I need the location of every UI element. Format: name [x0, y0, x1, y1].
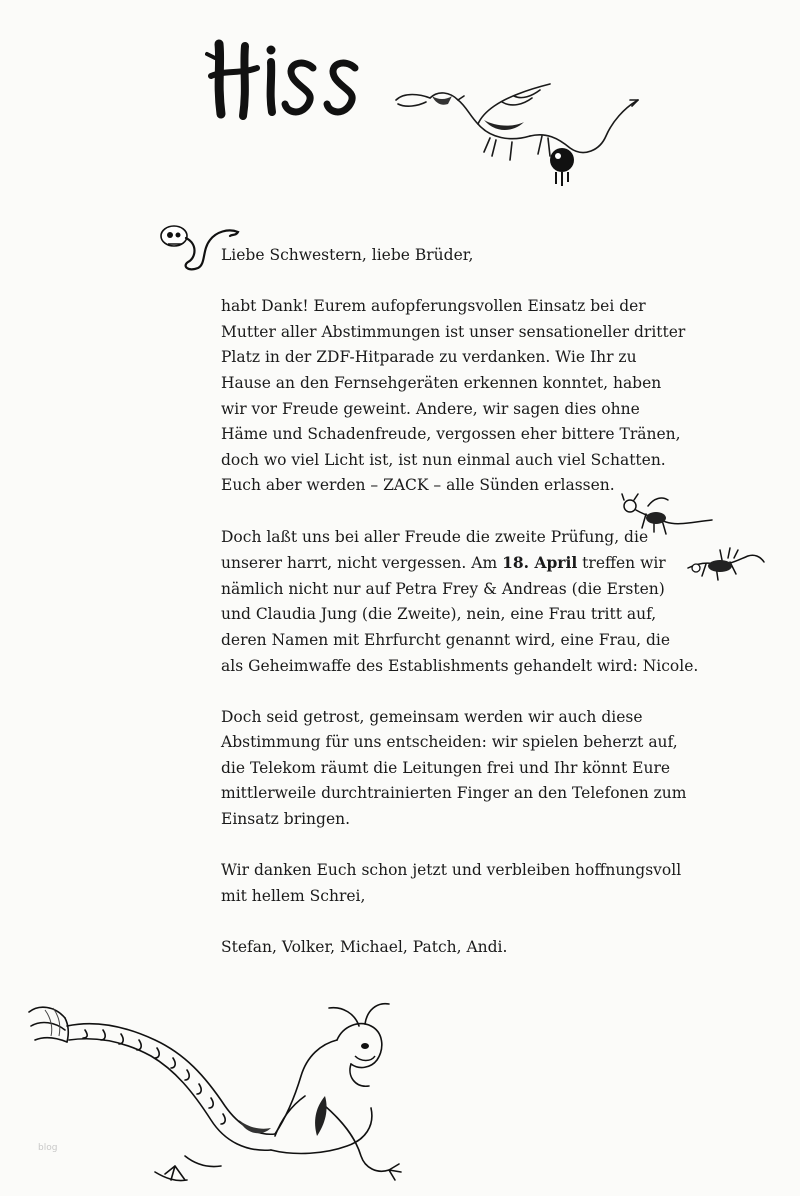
text-line: habt Dank! Eurem aufopferungsvollen Einsatz bei der [221, 297, 646, 316]
text-line: und Claudia Jung (die Zweite), nein, eine Frau tritt auf, [221, 605, 657, 624]
text-line: Mutter aller Abstimmungen ist unser sensationeller dritter [221, 322, 686, 341]
text-line: Platz in der ZDF-Hitparade zu verdanken. Wie Ihr zu [221, 348, 637, 367]
text-line: Euch aber werden – ZACK – alle Sünden erlassen. [221, 476, 615, 495]
signature: Stefan, Volker, Michael, Patch, Andi. [221, 938, 508, 957]
hiss-logo [205, 34, 365, 124]
text-line: Häme und Schadenfreude, vergossen eher bittere Tränen, [221, 425, 681, 444]
salutation: Liebe Schwestern, liebe Brüder, [221, 246, 474, 264]
text-line: Einsatz bringen. [221, 810, 351, 829]
text-line [221, 550, 701, 577]
text-line: doch wo viel Licht ist, ist nun einmal auch viel Schatten. [221, 450, 666, 469]
text-line: nämlich nicht nur auf Petra Frey & Andreas (die Ersten) [221, 579, 665, 598]
text-line: mittlerweile durchtrainierten Finger an den Telefonen zum [221, 784, 687, 803]
paragraph-thanks [221, 294, 701, 499]
text-line: mit hellem Schrei, [221, 886, 366, 905]
date-highlight: 18. April [502, 553, 578, 573]
text-fragment: treffen wir [577, 554, 666, 573]
paragraph-second-test [221, 525, 701, 680]
text-line: Wir danken Euch schon jetzt und verbleiben hoffnungsvoll [221, 861, 682, 880]
text-line: Hause an den Fernsehgeräten erkennen konntet, haben [221, 373, 662, 392]
text-line: die Telekom räumt die Leitungen frei und Ihr könnt Eure [221, 758, 671, 777]
dragon-illustration [392, 80, 654, 190]
sea-monster-illustration [25, 996, 410, 1192]
paragraph-closing [221, 858, 701, 909]
paragraph-confidence [221, 705, 701, 833]
text-line: wir vor Freude geweint. Andere, wir sagen dies ohne [221, 399, 640, 418]
text-line: als Geheimwaffe des Establishments gehandelt wird: Nicole. [221, 656, 699, 675]
watermark: blog [38, 1143, 58, 1153]
text-line: Doch laßt uns bei aller Freude die zweite Prüfung, die [221, 527, 649, 546]
text-line: Doch seid getrost, gemeinsam werden wir auch diese [221, 707, 643, 726]
text-fragment: unserer harrt, nicht vergessen. Am [221, 554, 503, 573]
letter-body [221, 243, 701, 961]
text-line: deren Namen mit Ehrfurcht genannt wird, eine Frau, die [221, 630, 670, 649]
text-line: Abstimmung für uns entscheiden: wir spielen beherzt auf, [221, 733, 678, 752]
